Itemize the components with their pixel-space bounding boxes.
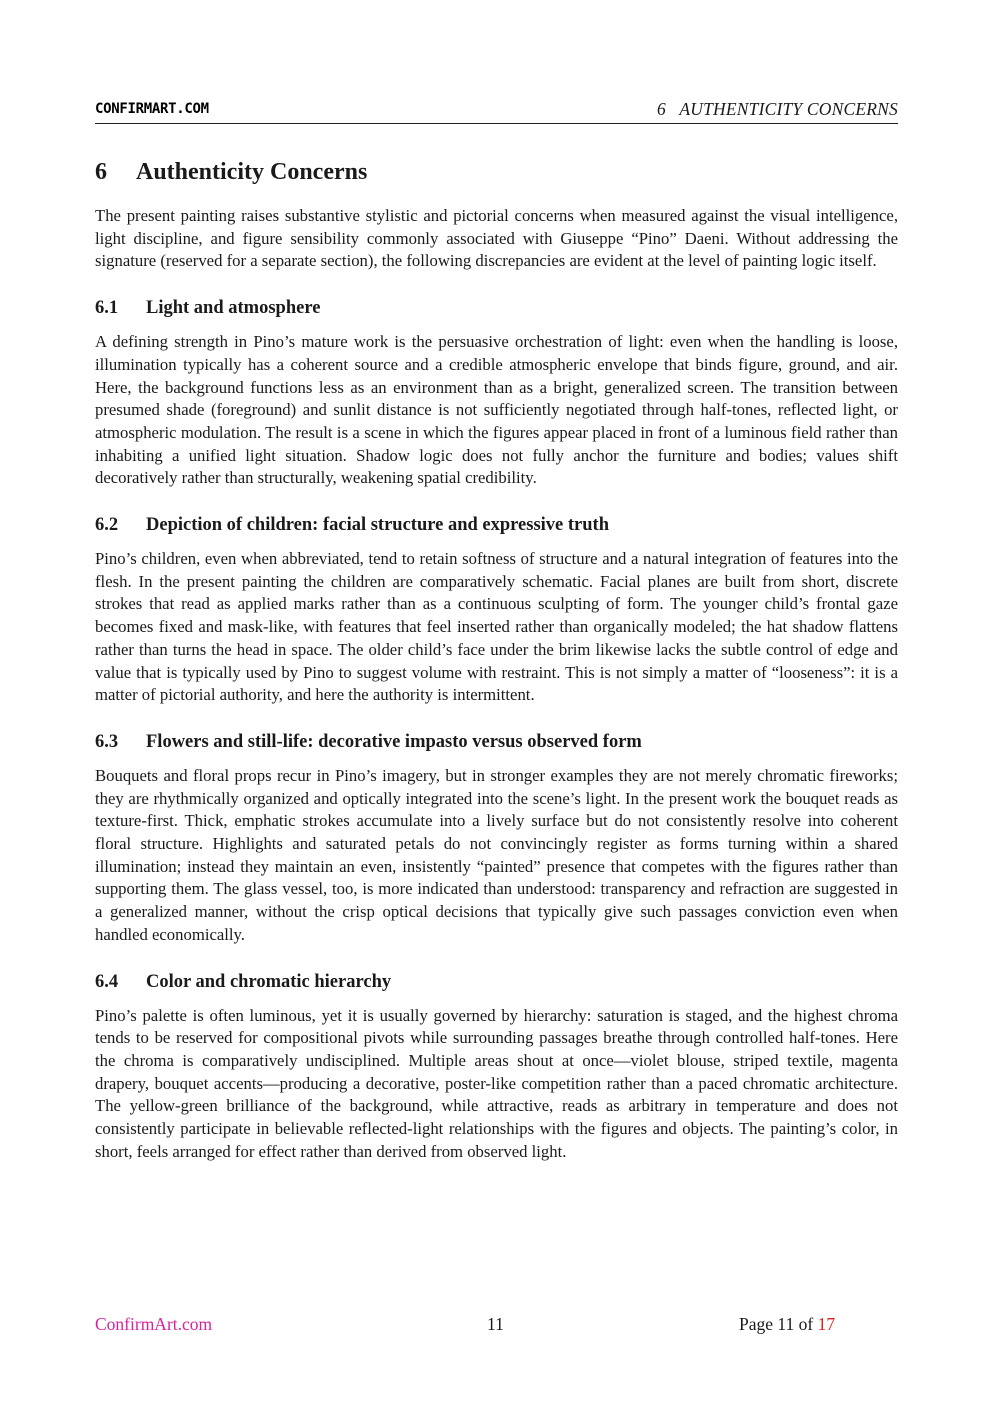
subsection-title: Flowers and still-life: decorative impasto versus observed form bbox=[146, 731, 642, 752]
subsection-paragraph-6-3: Bouquets and floral props recur in Pino’s imagery, but in stronger examples they are not merely chromatic fireworks; they are rhythmically organized and optically integrated into the scene’s light. In the present work the bouquet reads as texture-first. Thick, emphatic strokes accumulate into a lively surface but do not consistently resolve into coherent floral structure. Highlights and saturated petals do not convincingly register as forms turning within a shared illumination; instead they maintain an even, insistently “painted” presence that competes with the figures rather than supporting them. The glass vessel, too, is more indicated than understood: transparency and refraction are suggested in a generalized manner, without the crisp optical decisions that typically give such passages conviction even when handled economically. bbox=[95, 765, 898, 944]
subsection-heading-6-4 bbox=[95, 969, 898, 995]
running-section-title: 6 AUTHENTICITY CONCERNS bbox=[657, 99, 898, 119]
footer-page-prefix: Page 11 of bbox=[739, 1314, 818, 1334]
subsection-number: 6.4 bbox=[95, 971, 119, 992]
subsection-title: Color and chromatic hierarchy bbox=[146, 971, 392, 992]
subsection-title: Depiction of children: facial structure and expressive truth bbox=[146, 515, 609, 536]
subsection-number: 6.2 bbox=[95, 515, 119, 536]
footer-page-number: 11 bbox=[487, 1314, 504, 1334]
subsection-heading-6-2 bbox=[95, 512, 898, 538]
subsection-paragraph-6-2: Pino’s children, even when abbreviated, tend to retain softness of structure and a natural integration of features into the flesh. In the present painting the children are comparatively schematic. Facial planes are built from short, discrete strokes that read as applied marks rather than as a continuous sculpting of form. The younger child’s frontal gaze becomes fixed and mask-like, with features that feel inserted rather than organically modeled; the hat shadow flattens rather than turns the head in space. The older child’s face under the brim likewise lacks the subtle control of edge and value that is typically used by Pino to suggest volume with restraint. This is not simply a matter of “looseness”: it is a matter of pictorial authority, and here the authority is intermittent. bbox=[95, 549, 898, 705]
section-title: Authenticity Concerns bbox=[136, 159, 368, 185]
section-heading bbox=[95, 155, 898, 189]
section-intro-paragraph: The present painting raises substantive stylistic and pictorial concerns when measured against the visual intelligence, light discipline, and figure sensibility commonly associated with Giuseppe “Pino” Daeni. Without addressing the signature (reserved for a separate section), the following discrepancies are evident at the level of painting logic itself. bbox=[95, 206, 898, 271]
running-header bbox=[95, 97, 898, 124]
subsection-number: 6.3 bbox=[95, 731, 119, 752]
footer-page-of bbox=[739, 1314, 835, 1335]
footer-page-total-link[interactable]: 17 bbox=[817, 1314, 836, 1334]
subsection-paragraph-6-4: Pino’s palette is often luminous, yet it is usually governed by hierarchy: saturation is staged, and the highest chroma tends to be reserved for compositional pivots while surrounding passages breathe through controlled half-tones. Here the chroma is comparatively undisciplined. Multiple areas shout at once—violet blouse, striped textile, magenta drapery, bouquet accents—producing a decorative, poster-like competition rather than a paced chromatic architecture. The yellow-green brilliance of the background, while attractive, reads as arbitrary in temperature and does not consistently participate in believable reflected-light relationships with the figures and objects. The painting’s color, in short, feels arranged for effect rather than derived from observed light. bbox=[95, 1005, 898, 1161]
confirmart-logo: CONFIRMART.COM bbox=[95, 101, 209, 117]
page-footer bbox=[95, 1314, 898, 1338]
section-number: 6 bbox=[95, 159, 107, 185]
footer-site-link[interactable]: ConfirmArt.com bbox=[95, 1314, 213, 1334]
subsection-number: 6.1 bbox=[95, 298, 119, 319]
subsection-title: Light and atmosphere bbox=[146, 298, 321, 319]
subsection-paragraph-6-1: A defining strength in Pino’s mature work is the persuasive orchestration of light: even when the handling is loose, illumination typically has a coherent source and a credible atmospheric envelope that binds figure, ground, and air. Here, the background functions less as an environment than as a bright, generalized screen. The transition between presumed shade (foreground) and sunlit distance is not sufficiently negotiated through half-tones, reflected light, or atmospheric modulation. The result is a scene in which the figures appear placed in front of a luminous field rather than inhabiting a unified light situation. Shadow logic does not fully anchor the furniture and bodies; values shift decoratively rather than structurally, weakening spatial credibility. bbox=[95, 332, 898, 488]
document-page bbox=[95, 0, 898, 1404]
subsection-heading-6-3 bbox=[95, 729, 898, 755]
subsection-heading-6-1 bbox=[95, 295, 898, 321]
page-content bbox=[95, 155, 898, 1164]
